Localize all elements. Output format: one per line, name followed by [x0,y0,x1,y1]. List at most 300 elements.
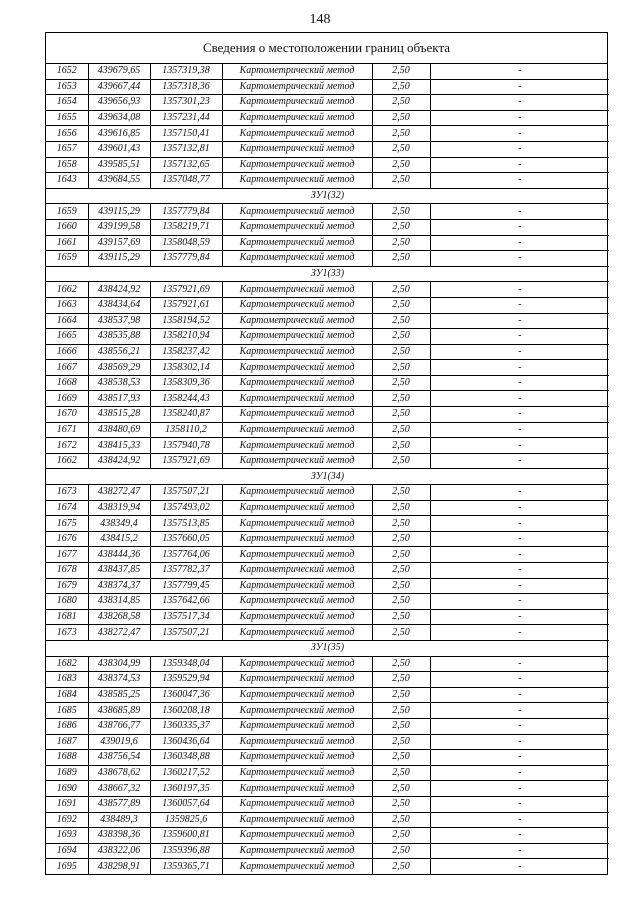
coordinate-y-cell: 1358309,36 [150,375,222,391]
table-row [46,500,609,516]
page-number: 148 [309,12,331,27]
coordinate-y-cell: 1357048,77 [150,173,222,189]
coordinate-x-cell: 438374,53 [88,672,150,688]
note-cell: - [430,687,609,703]
table-row [46,672,609,688]
table-row [46,750,609,766]
note-cell: - [430,422,609,438]
coordinate-x-cell: 439667,44 [88,79,150,95]
table-row [46,204,609,220]
note-cell: - [430,173,609,189]
method-cell: Картометрический метод [222,110,372,126]
point-number-cell: 1667 [46,360,88,376]
table-row [46,438,609,454]
coordinate-y-cell: 1360335,37 [150,718,222,734]
table-row [46,625,609,641]
coordinate-y-cell: 1357150,41 [150,126,222,142]
method-cell: Картометрический метод [222,313,372,329]
coordinate-y-cell: 1359600,81 [150,828,222,844]
coordinate-x-cell: 438424,92 [88,282,150,298]
point-number-cell: 1686 [46,718,88,734]
point-number-cell: 1659 [46,251,88,267]
method-cell: Картометрический метод [222,173,372,189]
method-cell: Картометрический метод [222,126,372,142]
coordinate-y-cell: 1358110,2 [150,422,222,438]
coordinate-x-cell: 438685,89 [88,703,150,719]
point-number-cell: 1674 [46,500,88,516]
note-cell: - [430,594,609,610]
table-row [46,485,609,501]
accuracy-cell: 2,50 [372,734,430,750]
coordinate-x-cell: 439115,29 [88,204,150,220]
accuracy-cell: 2,50 [372,313,430,329]
accuracy-cell: 2,50 [372,547,430,563]
note-cell: - [430,500,609,516]
section-label: ЗУ1(33) [46,266,609,282]
note-cell: - [430,110,609,126]
accuracy-cell: 2,50 [372,859,430,874]
note-cell: - [430,563,609,579]
table-row [46,531,609,547]
point-number-cell: 1658 [46,157,88,173]
table-row [46,219,609,235]
coordinate-y-cell: 1357231,44 [150,110,222,126]
method-cell: Картометрический метод [222,781,372,797]
table-row [46,703,609,719]
point-number-cell: 1689 [46,765,88,781]
point-number-cell: 1668 [46,375,88,391]
point-number-cell: 1685 [46,703,88,719]
point-number-cell: 1690 [46,781,88,797]
coordinate-x-cell: 438538,53 [88,375,150,391]
coordinate-y-cell: 1357799,45 [150,578,222,594]
coordinate-y-cell: 1358219,71 [150,219,222,235]
note-cell: - [430,453,609,469]
method-cell: Картометрический метод [222,734,372,750]
table-row [46,765,609,781]
coordinate-x-cell: 439199,58 [88,219,150,235]
point-number-cell: 1670 [46,407,88,423]
section-label: ЗУ1(35) [46,640,609,656]
method-cell: Картометрический метод [222,843,372,859]
coordinate-x-cell: 438569,29 [88,360,150,376]
table-row [46,141,609,157]
coordinate-y-cell: 1358237,42 [150,344,222,360]
table-row [46,563,609,579]
accuracy-cell: 2,50 [372,251,430,267]
coordinate-x-cell: 438515,28 [88,407,150,423]
point-number-cell: 1643 [46,173,88,189]
point-number-cell: 1652 [46,64,88,79]
method-cell: Картометрический метод [222,547,372,563]
method-cell: Картометрический метод [222,79,372,95]
table-row [46,812,609,828]
coordinate-x-cell: 439679,65 [88,64,150,79]
note-cell: - [430,329,609,345]
method-cell: Картометрический метод [222,718,372,734]
note-cell: - [430,781,609,797]
coordinate-y-cell: 1357642,66 [150,594,222,610]
point-number-cell: 1661 [46,235,88,251]
point-number-cell: 1653 [46,79,88,95]
table-row [46,687,609,703]
table-row [46,422,609,438]
coordinate-x-cell: 439157,69 [88,235,150,251]
table-row [46,516,609,532]
coordinate-y-cell: 1360217,52 [150,765,222,781]
note-cell: - [430,64,609,79]
point-number-cell: 1675 [46,516,88,532]
method-cell: Картометрический метод [222,407,372,423]
method-cell: Картометрический метод [222,297,372,313]
point-number-cell: 1692 [46,812,88,828]
point-number-cell: 1664 [46,313,88,329]
accuracy-cell: 2,50 [372,812,430,828]
sheet-title: Сведения о местоположении границ объекта [46,33,607,64]
section-row [46,188,609,204]
accuracy-cell: 2,50 [372,141,430,157]
note-cell: - [430,843,609,859]
method-cell: Картометрический метод [222,64,372,79]
method-cell: Картометрический метод [222,219,372,235]
method-cell: Картометрический метод [222,95,372,111]
point-number-cell: 1684 [46,687,88,703]
method-cell: Картометрический метод [222,235,372,251]
coordinate-y-cell: 1360348,88 [150,750,222,766]
coordinate-y-cell: 1360057,64 [150,796,222,812]
method-cell: Картометрический метод [222,656,372,672]
table-row [46,375,609,391]
accuracy-cell: 2,50 [372,578,430,594]
coordinate-x-cell: 438319,94 [88,500,150,516]
coordinate-y-cell: 1358210,94 [150,329,222,345]
method-cell: Картометрический метод [222,625,372,641]
coordinate-x-cell: 438437,85 [88,563,150,579]
note-cell: - [430,765,609,781]
coordinate-y-cell: 1360197,35 [150,781,222,797]
coordinate-x-cell: 438272,47 [88,625,150,641]
coordinate-x-cell: 438444,36 [88,547,150,563]
coordinate-y-cell: 1357779,84 [150,204,222,220]
accuracy-cell: 2,50 [372,781,430,797]
coordinate-x-cell: 438756,54 [88,750,150,766]
accuracy-cell: 2,50 [372,500,430,516]
coordinate-x-cell: 438537,98 [88,313,150,329]
note-cell: - [430,95,609,111]
coordinate-y-cell: 1359825,6 [150,812,222,828]
accuracy-cell: 2,50 [372,750,430,766]
note-cell: - [430,485,609,501]
coordinate-x-cell: 439585,51 [88,157,150,173]
note-cell: - [430,141,609,157]
coordinate-y-cell: 1358244,43 [150,391,222,407]
table-row [46,547,609,563]
coordinate-x-cell: 438415,2 [88,531,150,547]
accuracy-cell: 2,50 [372,422,430,438]
point-number-cell: 1694 [46,843,88,859]
point-number-cell: 1655 [46,110,88,126]
coordinate-x-cell: 438349,4 [88,516,150,532]
point-number-cell: 1669 [46,391,88,407]
coordinate-y-cell: 1357921,69 [150,453,222,469]
coordinate-x-cell: 439634,08 [88,110,150,126]
method-cell: Картометрический метод [222,391,372,407]
method-cell: Картометрический метод [222,609,372,625]
table-row [46,360,609,376]
coordinate-y-cell: 1360047,36 [150,687,222,703]
point-number-cell: 1687 [46,734,88,750]
coordinate-y-cell: 1357507,21 [150,625,222,641]
coordinate-x-cell: 438585,25 [88,687,150,703]
note-cell: - [430,718,609,734]
point-number-cell: 1660 [46,219,88,235]
method-cell: Картометрический метод [222,204,372,220]
point-number-cell: 1662 [46,282,88,298]
accuracy-cell: 2,50 [372,796,430,812]
method-cell: Картометрический метод [222,375,372,391]
accuracy-cell: 2,50 [372,594,430,610]
coordinate-x-cell: 439115,29 [88,251,150,267]
coordinate-y-cell: 1357782,37 [150,563,222,579]
note-cell: - [430,391,609,407]
note-cell: - [430,251,609,267]
coordinate-y-cell: 1357940,78 [150,438,222,454]
method-cell: Картометрический метод [222,282,372,298]
coordinate-y-cell: 1357318,36 [150,79,222,95]
point-number-cell: 1688 [46,750,88,766]
accuracy-cell: 2,50 [372,625,430,641]
table-row [46,407,609,423]
note-cell: - [430,734,609,750]
table-row [46,594,609,610]
table-row [46,173,609,189]
section-row [46,266,609,282]
point-number-cell: 1680 [46,594,88,610]
coordinate-x-cell: 438322,06 [88,843,150,859]
table-row [46,391,609,407]
table-row [46,453,609,469]
accuracy-cell: 2,50 [372,95,430,111]
method-cell: Картометрический метод [222,750,372,766]
table-row [46,718,609,734]
coordinate-y-cell: 1358302,14 [150,360,222,376]
accuracy-cell: 2,50 [372,329,430,345]
accuracy-cell: 2,50 [372,765,430,781]
coordinate-y-cell: 1357517,34 [150,609,222,625]
point-number-cell: 1693 [46,828,88,844]
section-row [46,469,609,485]
coordinate-x-cell: 438424,92 [88,453,150,469]
table-row [46,235,609,251]
coordinate-y-cell: 1359365,71 [150,859,222,874]
note-cell: - [430,578,609,594]
table-row [46,79,609,95]
method-cell: Картометрический метод [222,765,372,781]
coordinate-x-cell: 439684,55 [88,173,150,189]
table-row [46,313,609,329]
table-row [46,843,609,859]
accuracy-cell: 2,50 [372,157,430,173]
coordinate-x-cell: 438304,99 [88,656,150,672]
accuracy-cell: 2,50 [372,219,430,235]
note-cell: - [430,297,609,313]
table-row [46,859,609,874]
coordinate-x-cell: 438517,93 [88,391,150,407]
method-cell: Картометрический метод [222,141,372,157]
accuracy-cell: 2,50 [372,531,430,547]
note-cell: - [430,344,609,360]
coordinate-x-cell: 439616,85 [88,126,150,142]
note-cell: - [430,796,609,812]
table-row [46,609,609,625]
coordinates-table-body [46,64,609,874]
coordinate-y-cell: 1357507,21 [150,485,222,501]
note-cell: - [430,531,609,547]
note-cell: - [430,516,609,532]
note-cell: - [430,79,609,95]
accuracy-cell: 2,50 [372,110,430,126]
table-row [46,734,609,750]
point-number-cell: 1676 [46,531,88,547]
table-row [46,110,609,126]
method-cell: Картометрический метод [222,251,372,267]
coordinate-y-cell: 1357301,23 [150,95,222,111]
method-cell: Картометрический метод [222,687,372,703]
point-number-cell: 1678 [46,563,88,579]
accuracy-cell: 2,50 [372,64,430,79]
coordinate-y-cell: 1358048,59 [150,235,222,251]
method-cell: Картометрический метод [222,360,372,376]
table-row [46,282,609,298]
method-cell: Картометрический метод [222,812,372,828]
coordinate-x-cell: 438268,58 [88,609,150,625]
note-cell: - [430,235,609,251]
section-row [46,640,609,656]
coordinate-x-cell: 438434,64 [88,297,150,313]
note-cell: - [430,219,609,235]
point-number-cell: 1673 [46,485,88,501]
coordinate-y-cell: 1357764,06 [150,547,222,563]
accuracy-cell: 2,50 [372,718,430,734]
table-row [46,781,609,797]
accuracy-cell: 2,50 [372,282,430,298]
table-row [46,95,609,111]
coordinate-x-cell: 438398,36 [88,828,150,844]
coordinate-x-cell: 438489,3 [88,812,150,828]
table-row [46,297,609,313]
accuracy-cell: 2,50 [372,703,430,719]
method-cell: Картометрический метод [222,516,372,532]
accuracy-cell: 2,50 [372,204,430,220]
table-row [46,578,609,594]
note-cell: - [430,282,609,298]
note-cell: - [430,828,609,844]
accuracy-cell: 2,50 [372,407,430,423]
point-number-cell: 1672 [46,438,88,454]
note-cell: - [430,157,609,173]
point-number-cell: 1695 [46,859,88,874]
coordinate-y-cell: 1360208,18 [150,703,222,719]
coordinate-y-cell: 1358240,87 [150,407,222,423]
accuracy-cell: 2,50 [372,485,430,501]
method-cell: Картометрический метод [222,828,372,844]
accuracy-cell: 2,50 [372,126,430,142]
coordinate-y-cell: 1357921,69 [150,282,222,298]
section-label: ЗУ1(32) [46,188,609,204]
method-cell: Картометрический метод [222,438,372,454]
coordinate-x-cell: 438314,85 [88,594,150,610]
note-cell: - [430,375,609,391]
accuracy-cell: 2,50 [372,828,430,844]
coordinate-x-cell: 438374,37 [88,578,150,594]
accuracy-cell: 2,50 [372,453,430,469]
point-number-cell: 1654 [46,95,88,111]
note-cell: - [430,656,609,672]
boundary-coordinates-sheet [45,32,608,875]
table-row [46,828,609,844]
coordinate-y-cell: 1357660,05 [150,531,222,547]
method-cell: Картометрический метод [222,594,372,610]
method-cell: Картометрический метод [222,859,372,874]
coordinate-x-cell: 438667,32 [88,781,150,797]
accuracy-cell: 2,50 [372,391,430,407]
note-cell: - [430,313,609,329]
point-number-cell: 1663 [46,297,88,313]
coordinate-y-cell: 1357513,85 [150,516,222,532]
method-cell: Картометрический метод [222,703,372,719]
coordinate-x-cell: 438556,21 [88,344,150,360]
point-number-cell: 1662 [46,453,88,469]
method-cell: Картометрический метод [222,485,372,501]
note-cell: - [430,547,609,563]
coordinate-x-cell: 439601,43 [88,141,150,157]
coordinate-x-cell: 439019,6 [88,734,150,750]
method-cell: Картометрический метод [222,453,372,469]
note-cell: - [430,703,609,719]
coordinate-x-cell: 438678,62 [88,765,150,781]
point-number-cell: 1666 [46,344,88,360]
table-row [46,656,609,672]
accuracy-cell: 2,50 [372,235,430,251]
accuracy-cell: 2,50 [372,375,430,391]
method-cell: Картометрический метод [222,796,372,812]
accuracy-cell: 2,50 [372,563,430,579]
table-row [46,64,609,79]
method-cell: Картометрический метод [222,531,372,547]
point-number-cell: 1682 [46,656,88,672]
coordinate-y-cell: 1358194,52 [150,313,222,329]
note-cell: - [430,204,609,220]
coordinate-y-cell: 1357132,81 [150,141,222,157]
table-row [46,126,609,142]
note-cell: - [430,859,609,874]
coordinate-x-cell: 438766,77 [88,718,150,734]
coordinate-y-cell: 1357319,38 [150,64,222,79]
point-number-cell: 1679 [46,578,88,594]
accuracy-cell: 2,50 [372,672,430,688]
point-number-cell: 1656 [46,126,88,142]
coordinate-y-cell: 1357779,84 [150,251,222,267]
method-cell: Картометрический метод [222,157,372,173]
method-cell: Картометрический метод [222,563,372,579]
table-row [46,344,609,360]
accuracy-cell: 2,50 [372,344,430,360]
note-cell: - [430,812,609,828]
point-number-cell: 1691 [46,796,88,812]
coordinate-x-cell: 439656,93 [88,95,150,111]
method-cell: Картометрический метод [222,422,372,438]
point-number-cell: 1657 [46,141,88,157]
